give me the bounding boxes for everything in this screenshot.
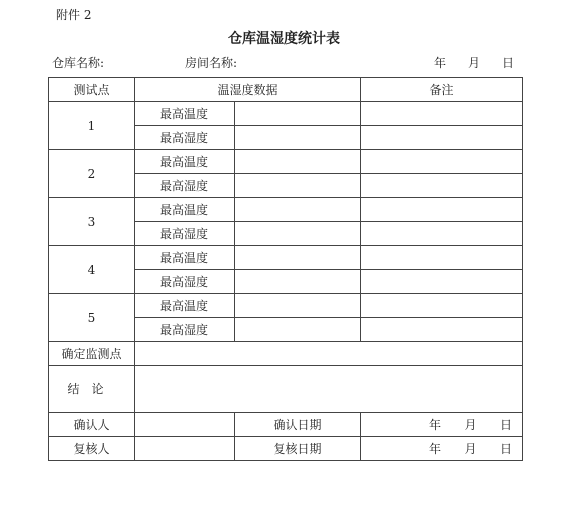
confirm-date-year: 年 <box>429 417 442 432</box>
measure-label-cell: 最高湿度 <box>135 174 235 198</box>
measure-label-cell: 最高温度 <box>135 246 235 270</box>
conclusion-value[interactable] <box>135 366 523 413</box>
confirm-person-label: 确认人 <box>49 413 135 437</box>
conclusion-row <box>49 366 523 413</box>
point-id-cell: 5 <box>49 294 135 342</box>
header-date-day: 日 <box>502 56 515 70</box>
header-date <box>434 54 514 71</box>
monitor-point-label: 确定监测点 <box>49 342 135 366</box>
point-id-cell: 1 <box>49 102 135 150</box>
header-date-year: 年 <box>434 56 447 70</box>
value-cell[interactable] <box>235 126 361 150</box>
measure-label-cell: 最高湿度 <box>135 318 235 342</box>
confirm-date-label: 确认日期 <box>235 413 361 437</box>
measure-label-cell: 最高湿度 <box>135 270 235 294</box>
point-id-cell: 2 <box>49 150 135 198</box>
value-cell[interactable] <box>235 222 361 246</box>
table-row <box>49 150 523 174</box>
review-person-label: 复核人 <box>49 437 135 461</box>
value-cell[interactable] <box>235 102 361 126</box>
measure-label-cell: 最高温度 <box>135 294 235 318</box>
page-title: 仓库温湿度统计表 <box>228 31 340 47</box>
measure-label-cell: 最高温度 <box>135 198 235 222</box>
attachment-label: 附件 2 <box>56 8 92 22</box>
confirm-date-month: 月 <box>464 417 477 432</box>
confirm-date-day: 日 <box>499 417 512 432</box>
col-header-data: 温湿度数据 <box>135 78 361 102</box>
conclusion-label: 结论 <box>67 382 116 396</box>
col-header-remark: 备注 <box>361 78 523 102</box>
room-name-label: 房间名称: <box>185 56 238 70</box>
value-cell[interactable] <box>235 246 361 270</box>
confirm-date-fields <box>361 419 522 431</box>
value-cell[interactable] <box>235 150 361 174</box>
value-cell[interactable] <box>235 318 361 342</box>
col-header-point: 测试点 <box>49 78 135 102</box>
table-row <box>49 246 523 270</box>
point-id-cell: 3 <box>49 198 135 246</box>
remark-cell[interactable] <box>361 150 523 174</box>
table-row <box>49 294 523 318</box>
review-date-month: 月 <box>464 441 477 456</box>
remark-cell[interactable] <box>361 270 523 294</box>
measure-label-cell: 最高湿度 <box>135 126 235 150</box>
measure-label-cell: 最高湿度 <box>135 222 235 246</box>
remark-cell[interactable] <box>361 318 523 342</box>
value-cell[interactable] <box>235 294 361 318</box>
review-date-day: 日 <box>499 441 512 456</box>
table-header-row <box>49 78 523 102</box>
remark-cell[interactable] <box>361 198 523 222</box>
confirm-row <box>49 413 523 437</box>
remark-cell[interactable] <box>361 174 523 198</box>
humidity-stats-table <box>48 77 523 461</box>
review-person-value[interactable] <box>135 437 235 461</box>
review-date-label: 复核日期 <box>235 437 361 461</box>
review-date-fields <box>361 443 522 455</box>
value-cell[interactable] <box>235 270 361 294</box>
point-id-cell: 4 <box>49 246 135 294</box>
monitor-point-row <box>49 342 523 366</box>
table-row <box>49 198 523 222</box>
warehouse-name-label: 仓库名称: <box>52 56 105 70</box>
header-date-month: 月 <box>468 56 481 70</box>
measure-label-cell: 最高温度 <box>135 150 235 174</box>
review-date-value[interactable] <box>361 437 523 461</box>
remark-cell[interactable] <box>361 102 523 126</box>
value-cell[interactable] <box>235 174 361 198</box>
remark-cell[interactable] <box>361 126 523 150</box>
conclusion-label-cell <box>49 366 135 413</box>
remark-cell[interactable] <box>361 246 523 270</box>
monitor-point-value[interactable] <box>135 342 523 366</box>
review-date-year: 年 <box>429 441 442 456</box>
review-row <box>49 437 523 461</box>
remark-cell[interactable] <box>361 222 523 246</box>
confirm-person-value[interactable] <box>135 413 235 437</box>
value-cell[interactable] <box>235 198 361 222</box>
table-row <box>49 102 523 126</box>
remark-cell[interactable] <box>361 294 523 318</box>
measure-label-cell: 最高温度 <box>135 102 235 126</box>
confirm-date-value[interactable] <box>361 413 523 437</box>
